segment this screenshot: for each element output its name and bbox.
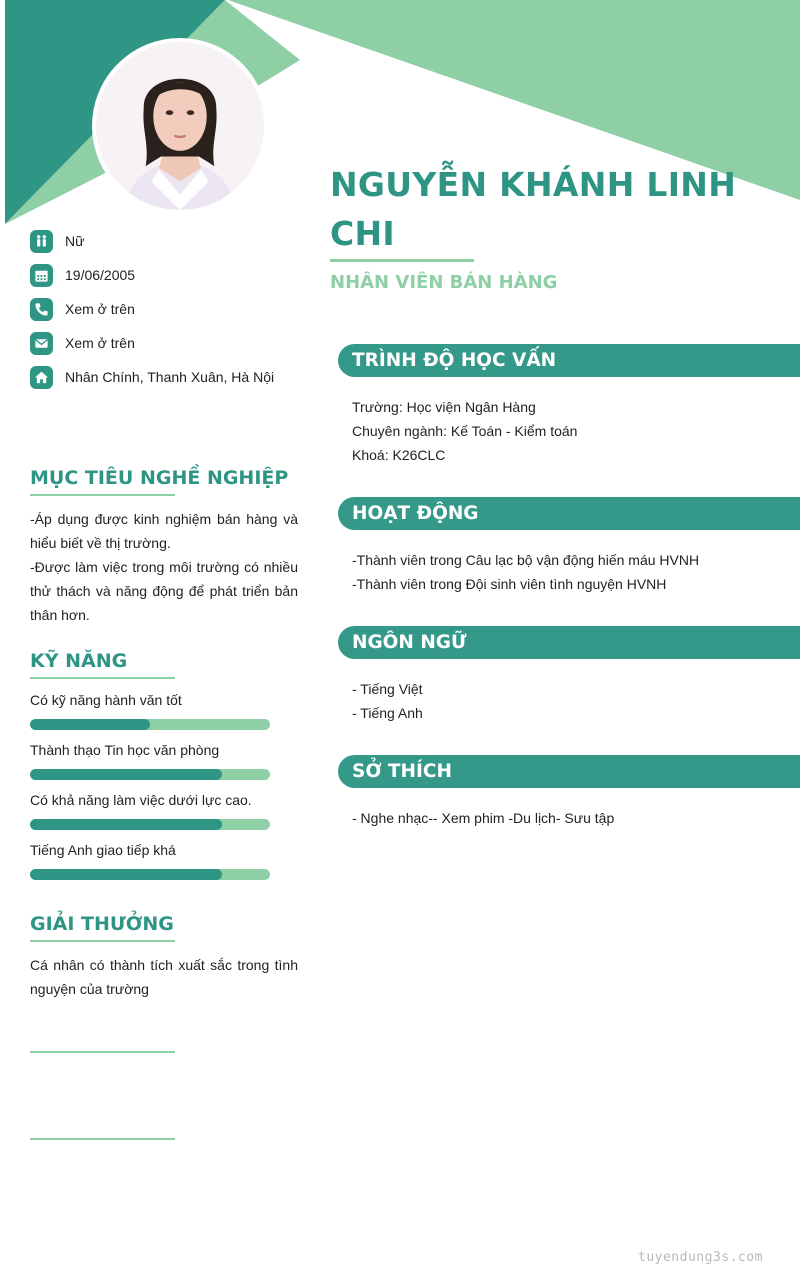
skill-level-bar bbox=[30, 719, 270, 730]
birthdate-text: 19/06/2005 bbox=[65, 267, 136, 283]
skill-level-fill bbox=[30, 769, 222, 780]
skill-item bbox=[30, 842, 270, 880]
skill-level-bar bbox=[30, 869, 270, 880]
skills-heading: KỸ NĂNG bbox=[30, 650, 128, 672]
email-icon bbox=[30, 332, 53, 355]
name-divider bbox=[330, 259, 474, 262]
education-course: Khoá: K26CLC bbox=[352, 447, 446, 463]
skill-name: Có khả năng làm việc dưới lực cao. bbox=[30, 792, 252, 808]
activity-item: -Thành viên trong Đội sinh viên tình nguyện HVNH bbox=[352, 576, 667, 592]
skill-name: Thành thạo Tin học văn phòng bbox=[30, 742, 220, 758]
objective-heading: MỤC TIÊU NGHỀ NGHIỆP bbox=[30, 467, 289, 489]
languages-heading: NGÔN NGỮ bbox=[338, 626, 800, 659]
activities-body bbox=[352, 548, 782, 596]
education-heading: TRÌNH ĐỘ HỌC VẤN bbox=[338, 344, 800, 377]
hobbies-heading: SỞ THÍCH bbox=[338, 755, 800, 788]
languages-body bbox=[352, 677, 782, 725]
awards-text: Cá nhân có thành tích xuất sắc trong tình nguyện của trường bbox=[30, 957, 298, 997]
empty-section-divider bbox=[30, 1051, 175, 1053]
skill-item bbox=[30, 792, 270, 830]
skill-name: Tiếng Anh giao tiếp khá bbox=[30, 842, 176, 858]
gender-text: Nữ bbox=[65, 233, 85, 249]
skills-divider bbox=[30, 677, 175, 679]
empty-section-divider bbox=[30, 1138, 175, 1140]
address-text: Nhân Chính, Thanh Xuân, Hà Nội bbox=[65, 369, 275, 385]
job-title: NHÂN VIÊN BÁN HÀNG bbox=[330, 272, 558, 293]
contact-email bbox=[30, 326, 320, 360]
hobbies-text: - Nghe nhạc-- Xem phim -Du lịch- Sưu tập bbox=[352, 810, 615, 826]
activity-item: -Thành viên trong Câu lạc bộ vận động hiến máu HVNH bbox=[352, 552, 700, 568]
awards-divider bbox=[30, 940, 175, 942]
email-text: Xem ở trên bbox=[65, 335, 135, 351]
skill-level-fill bbox=[30, 719, 150, 730]
language-item: - Tiếng Việt bbox=[352, 681, 423, 697]
education-school: Trường: Học viện Ngân Hàng bbox=[352, 399, 536, 415]
activities-heading: HOẠT ĐỘNG bbox=[338, 497, 800, 530]
objective-divider bbox=[30, 494, 175, 496]
contact-birthdate bbox=[30, 258, 320, 292]
objective-line: -Được làm việc trong môi trường có nhiều thử thách và năng động để phát triển bản thân hơn. bbox=[30, 559, 298, 623]
contact-phone bbox=[30, 292, 320, 326]
objective-text bbox=[30, 507, 298, 627]
skill-item bbox=[30, 692, 270, 730]
education-major: Chuyên ngành: Kế Toán - Kiểm toán bbox=[352, 423, 578, 439]
objective-line: -Áp dụng được kinh nghiệm bán hàng và hiểu biết về thị trường. bbox=[30, 511, 298, 551]
skill-level-bar bbox=[30, 819, 270, 830]
skill-level-fill bbox=[30, 819, 222, 830]
phone-icon bbox=[30, 298, 53, 321]
contact-address bbox=[30, 360, 320, 394]
skill-name: Có kỹ năng hành văn tốt bbox=[30, 692, 182, 708]
calendar-icon bbox=[30, 264, 53, 287]
skill-level-fill bbox=[30, 869, 222, 880]
skill-level-bar bbox=[30, 769, 270, 780]
profile-photo bbox=[92, 38, 268, 214]
contact-list bbox=[30, 224, 320, 394]
gender-icon bbox=[30, 230, 53, 253]
candidate-name: NGUYỄN KHÁNH LINH CHI bbox=[330, 165, 737, 253]
awards-heading: GIẢI THƯỞNG bbox=[30, 913, 174, 935]
contact-gender bbox=[30, 224, 320, 258]
language-item: - Tiếng Anh bbox=[352, 705, 423, 721]
watermark: tuyendung3s.com bbox=[638, 1250, 763, 1265]
education-body bbox=[352, 395, 782, 467]
phone-text: Xem ở trên bbox=[65, 301, 135, 317]
skill-item bbox=[30, 742, 270, 780]
home-icon bbox=[30, 366, 53, 389]
